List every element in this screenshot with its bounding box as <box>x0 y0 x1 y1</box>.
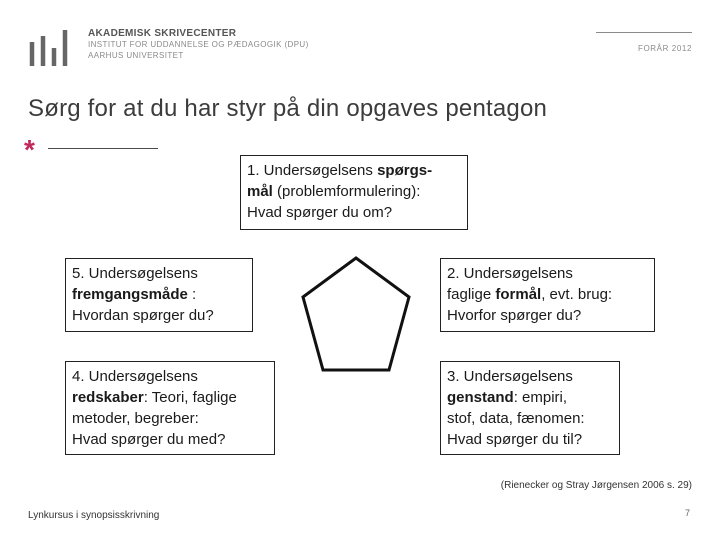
box-text: 5. Undersøgelsens <box>72 265 198 282</box>
box-text: faglige <box>447 286 496 303</box>
title-underline <box>48 148 158 149</box>
citation: (Rienecker og Stray Jørgensen 2006 s. 29) <box>500 480 692 491</box>
box-text: stof, data, fænomen: <box>447 410 585 427</box>
box-keyword: fremgangsmåde <box>72 286 188 303</box>
pentagon-box-method <box>65 258 253 332</box>
season-label: FORÅR 2012 <box>637 44 692 53</box>
org-name: AKADEMISK SKRIVECENTER <box>88 28 237 39</box>
pentagon-box-object <box>440 361 620 455</box>
footer-course: Lynkursus i synopsisskrivning <box>28 510 160 521</box>
pentagon-shape <box>300 255 412 373</box>
slide-title: Sørg for at du har styr på din opgaves pentagon <box>28 95 548 122</box>
box-text: Hvad spørger du om? <box>247 204 393 221</box>
box-text: : empiri, <box>513 389 568 406</box>
box-text: Hvordan spørger du? <box>72 307 214 324</box>
pentagon-box-question <box>240 155 468 230</box>
pentagon-box-purpose <box>440 258 655 332</box>
box-text: 3. Undersøgelsens <box>447 368 573 385</box>
university-logo-icon <box>28 28 68 66</box>
box-text: Hvad spørger du med? <box>72 431 226 448</box>
org-university: AARHUS UNIVERSITET <box>88 51 184 60</box>
box-keyword: genstand <box>447 389 514 406</box>
page-number: 7 <box>684 508 690 518</box>
box-text: Hvad spørger du til? <box>447 431 583 448</box>
box-keyword: redskaber <box>72 389 144 406</box>
box-keyword: formål <box>495 286 542 303</box>
organization-block <box>88 28 309 61</box>
box-text: : Teori, faglige <box>143 389 237 406</box>
box-text: : <box>187 286 197 303</box>
box-text: Hvorfor spørger du? <box>447 307 582 324</box>
box-text: 2. Undersøgelsens <box>447 265 573 282</box>
box-keyword: spørgs- <box>377 162 433 179</box>
box-text: , evt. brug: <box>541 286 613 303</box>
box-text: metoder, begreber: <box>72 410 199 427</box>
header-rule <box>596 32 692 33</box>
box-text: (problemformulering): <box>272 183 421 200</box>
org-institute: INSTITUT FOR UDDANNELSE OG PÆDAGOGIK (DPU) <box>88 40 309 49</box>
asterisk-icon: * <box>24 134 35 165</box>
box-keyword: mål <box>247 183 273 200</box>
box-text: 4. Undersøgelsens <box>72 368 198 385</box>
pentagon-box-tools <box>65 361 275 455</box>
box-text: 1. Undersøgelsens <box>247 162 378 179</box>
